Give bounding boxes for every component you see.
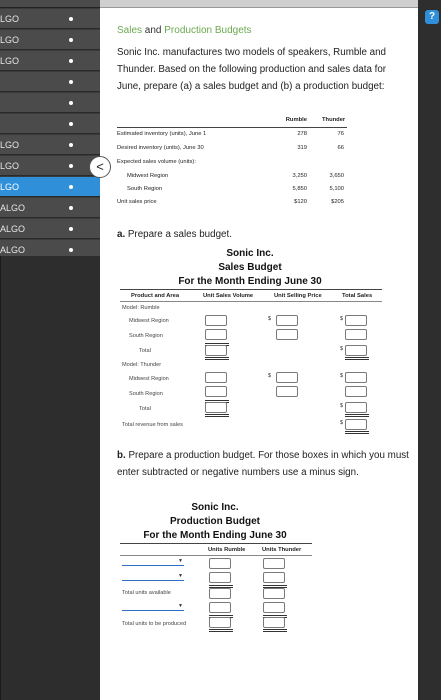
row-label: South Region	[129, 391, 163, 397]
double-underline	[205, 357, 229, 360]
prod-rumble-input-3[interactable]	[209, 602, 231, 613]
table-row	[117, 173, 347, 183]
table-row	[117, 131, 347, 141]
production-budget-company: Sonic Inc.	[191, 502, 239, 513]
dollar-sign: $	[340, 420, 344, 426]
row-label: Model: Rumble	[122, 305, 160, 311]
row-label: Expected sales volume (units):	[117, 159, 196, 165]
sidebar-item-label: LGO	[0, 14, 20, 24]
thunder-price-input[interactable]	[276, 372, 298, 383]
bullet-icon	[69, 122, 73, 126]
thunder-total-sales-input[interactable]	[345, 402, 367, 413]
double-underline	[209, 629, 233, 632]
bullet-icon	[69, 101, 73, 105]
column-header: Total Sales	[342, 293, 373, 299]
thunder-south-price-input[interactable]	[276, 386, 298, 397]
row-label: Unit sales price	[117, 199, 157, 205]
bullet-icon	[69, 38, 73, 42]
production-row-select-3[interactable]	[122, 602, 184, 611]
rumble-midwest-units-input[interactable]	[205, 315, 227, 326]
intro-text: Sonic Inc. manufactures two models of speakers, Rumble and Thunder. Based on the following production and sales data for June, prepare (a) a sales budget and (b) a production budget:	[117, 47, 387, 92]
cell-value: $120	[294, 199, 307, 205]
prod-thunder-input-2[interactable]	[263, 572, 285, 583]
cell-value: 3,250	[292, 173, 307, 179]
sidebar-item-label: LGO	[0, 140, 20, 150]
rumble-south-total-input[interactable]	[345, 329, 367, 340]
thunder-south-total-input[interactable]	[345, 386, 367, 397]
double-underline	[345, 431, 369, 434]
sidebar-item-label: LGO	[0, 56, 20, 66]
row-label: South Region	[127, 186, 163, 192]
bullet-icon	[69, 185, 73, 189]
row-label: Total revenue from sales	[122, 422, 183, 428]
row-label: South Region	[129, 333, 163, 339]
divider	[120, 555, 312, 556]
dollar-sign: $	[340, 346, 344, 352]
rumble-total-sales-input[interactable]	[345, 345, 367, 356]
bullet-icon	[69, 164, 73, 168]
column-header: Units Thunder	[262, 547, 302, 553]
sidebar-item-label: ALGO	[0, 224, 26, 234]
part-a-instruction	[117, 229, 232, 240]
prod-thunder-produced-input[interactable]	[263, 617, 285, 628]
sidebar-item-1[interactable]	[0, 9, 100, 29]
row-label: Midwest Region	[129, 376, 169, 382]
sales-budget-title: Sales Budget	[218, 262, 282, 273]
sidebar-item-label: LGO	[0, 35, 20, 45]
rumble-south-units-input[interactable]	[205, 329, 227, 340]
page-title	[117, 25, 252, 36]
right-toolbar	[418, 0, 441, 700]
thunder-midwest-units-input[interactable]	[205, 372, 227, 383]
chevron-down-icon: ▼	[178, 573, 183, 579]
part-text: Prepare a production budget. For those boxes in which you must enter subtracted or negative numbers use a minus sign.	[117, 450, 409, 478]
cell-value: 319	[297, 145, 307, 151]
title-connector: and	[142, 25, 165, 36]
sidebar-item-3[interactable]	[0, 51, 100, 71]
prod-rumble-available-input[interactable]	[209, 588, 231, 599]
chevron-down-icon: ▼	[178, 558, 183, 564]
rumble-midwest-total-input[interactable]	[345, 315, 367, 326]
table-row	[117, 159, 347, 169]
sidebar-item-label: ALGO	[0, 203, 26, 213]
divider	[120, 543, 312, 544]
production-budget-title: Production Budget	[170, 516, 260, 527]
double-underline	[205, 414, 229, 417]
divider	[120, 301, 382, 302]
bullet-icon	[69, 206, 73, 210]
prod-rumble-produced-input[interactable]	[209, 617, 231, 628]
rumble-price-input[interactable]	[276, 315, 298, 326]
dollar-sign: $	[340, 316, 344, 322]
prod-rumble-input-1[interactable]	[209, 558, 231, 569]
sidebar-item-label: LGO	[0, 161, 20, 171]
production-row-select-1[interactable]	[122, 557, 184, 566]
bullet-icon	[69, 227, 73, 231]
rumble-south-price-input[interactable]	[276, 329, 298, 340]
column-header: Rumble	[285, 117, 307, 123]
chevron-down-icon: ▼	[178, 603, 183, 609]
part-label: b.	[117, 450, 126, 461]
rumble-total-units-input[interactable]	[205, 345, 227, 356]
sidebar-item-11[interactable]	[0, 219, 100, 239]
sidebar-item-6[interactable]	[0, 114, 100, 134]
part-label: a.	[117, 229, 126, 240]
cell-value: $205	[331, 199, 344, 205]
sidebar-item-9[interactable]	[0, 177, 100, 197]
content-panel	[100, 8, 418, 700]
cell-value: 5,100	[329, 186, 344, 192]
divider	[117, 127, 347, 128]
sidebar-item-label: ALGO	[0, 245, 26, 255]
prod-thunder-input-1[interactable]	[263, 558, 285, 569]
row-label: Total	[139, 348, 151, 354]
sidebar-item-5[interactable]	[0, 93, 100, 113]
dollar-sign: $	[340, 373, 344, 379]
column-header: Product and Area	[131, 293, 180, 299]
bullet-icon	[69, 143, 73, 147]
row-label: Midwest Region	[127, 173, 169, 179]
cell-value: 76	[337, 131, 344, 137]
double-underline	[345, 357, 369, 360]
row-label: Total units to be produced	[122, 621, 187, 627]
sidebar-header	[0, 0, 100, 8]
row-label: Model: Thunder	[122, 362, 162, 368]
collapse-sidebar-button[interactable]: <	[89, 156, 111, 178]
column-header: Thunder	[322, 117, 346, 123]
sidebar-item-4[interactable]	[0, 72, 100, 92]
help-icon[interactable]: ?	[425, 10, 439, 24]
row-label: Total units available	[122, 590, 171, 596]
thunder-south-units-input[interactable]	[205, 386, 227, 397]
cell-value: 5,850	[292, 186, 307, 192]
sidebar-item-label: LGO	[0, 182, 20, 192]
double-underline	[345, 414, 369, 417]
title-link-sales: Sales	[117, 25, 143, 36]
row-label: Total	[139, 406, 151, 412]
table-row	[117, 145, 347, 155]
bullet-icon	[69, 248, 73, 252]
thunder-total-units-input[interactable]	[205, 402, 227, 413]
prod-rumble-input-2[interactable]	[209, 572, 231, 583]
row-label: Midwest Region	[129, 318, 169, 324]
dollar-sign: $	[268, 316, 272, 322]
sidebar-item-7[interactable]	[0, 135, 100, 155]
row-label: Estimated inventory (units), June 1	[117, 131, 207, 137]
total-revenue-input[interactable]	[345, 419, 367, 430]
table-row	[117, 186, 347, 196]
part-b-instruction	[117, 447, 409, 481]
sidebar	[0, 0, 100, 700]
sidebar-empty-area	[0, 256, 100, 700]
cell-value: 3,650	[329, 173, 344, 179]
double-underline	[263, 629, 287, 632]
dollar-sign: $	[268, 373, 272, 379]
cell-value: 278	[297, 131, 307, 137]
bullet-icon	[69, 59, 73, 63]
dollar-sign: $	[340, 403, 344, 409]
sales-budget-period: For the Month Ending June 30	[178, 276, 322, 287]
column-header: Unit Selling Price	[274, 293, 322, 299]
thunder-midwest-total-input[interactable]	[345, 372, 367, 383]
sidebar-item-8[interactable]	[0, 156, 100, 176]
production-budget-period: For the Month Ending June 30	[143, 530, 287, 541]
row-label: Desired inventory (units), June 30	[117, 145, 204, 151]
table-header-row	[117, 117, 347, 127]
column-header: Unit Sales Volume	[203, 293, 254, 299]
sidebar-item-2[interactable]	[0, 30, 100, 50]
sidebar-item-10[interactable]	[0, 198, 100, 218]
part-text: Prepare a sales budget.	[125, 229, 232, 240]
table-row	[117, 199, 347, 209]
production-row-select-2[interactable]	[122, 572, 184, 581]
bullet-icon	[69, 17, 73, 21]
sales-budget-company: Sonic Inc.	[226, 248, 274, 259]
divider	[120, 289, 382, 290]
prod-thunder-input-3[interactable]	[263, 602, 285, 613]
prod-thunder-available-input[interactable]	[263, 588, 285, 599]
title-link-budgets: Production Budgets	[164, 25, 252, 36]
column-header: Units Rumble	[208, 547, 246, 553]
cell-value: 66	[337, 145, 344, 151]
bullet-icon	[69, 80, 73, 84]
top-bar	[100, 0, 418, 8]
